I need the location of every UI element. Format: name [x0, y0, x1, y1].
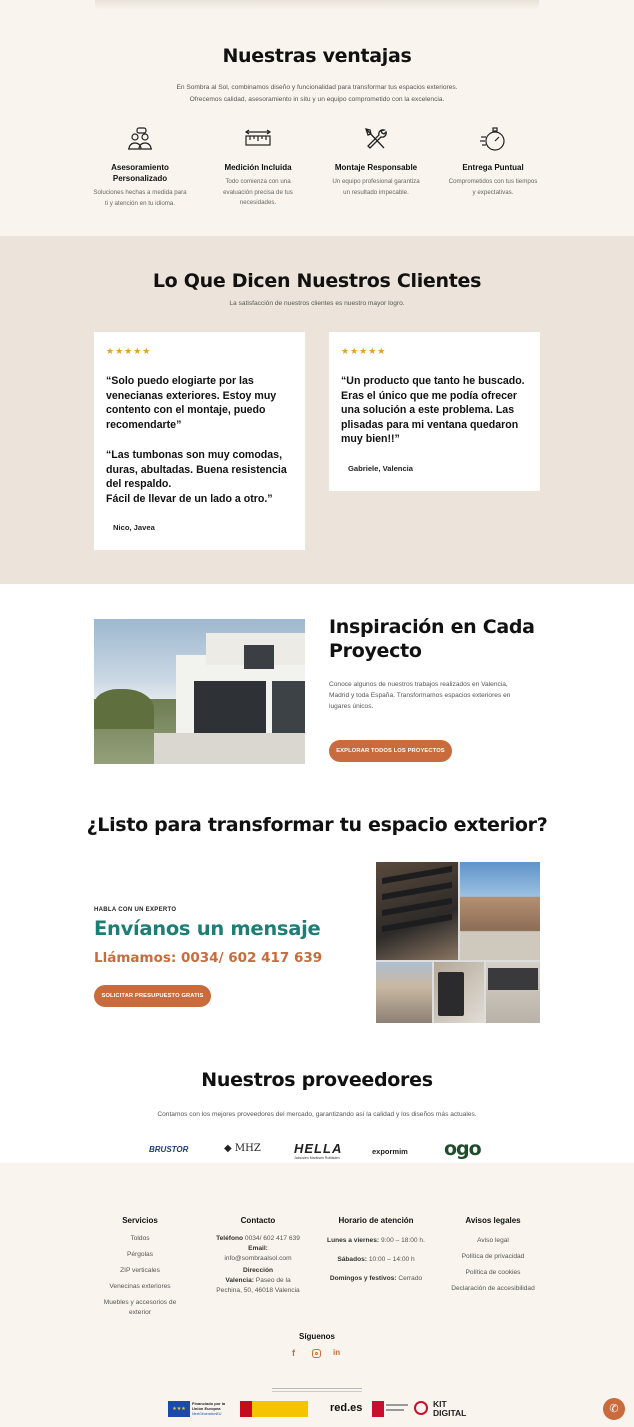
rating-stars: ★★★★★: [341, 346, 387, 356]
stopwatch-icon: [479, 127, 507, 153]
cta-title: ¿Listo para transformar tu espacio exterior?: [86, 814, 548, 836]
request-quote-button[interactable]: SOLICITAR PRESUPUESTO GRATIS: [94, 985, 211, 1007]
brustor-logo: BRUSTOR: [149, 1145, 189, 1154]
gallery-photo: [460, 862, 540, 960]
expormim-logo: expormim: [372, 1147, 408, 1156]
providers-text: Contamos con los mejores proveedores del mercado, garantizando así la calidad y los diseños más actuales.: [157, 1111, 477, 1118]
redes-logo: red.es: [330, 1402, 363, 1414]
recovery-plan-logo: [372, 1401, 408, 1417]
facebook-icon[interactable]: f: [292, 1348, 295, 1358]
advantages-title: Nuestras ventajas: [222, 45, 412, 67]
funding-fine-print: [272, 1388, 362, 1392]
advantage-assembly: [321, 127, 431, 198]
inspiration-text: Conoce algunos de nuestros trabajos realizados en Valencia, Madrid y toda España. Transformamos espacios exteriores en lugares únicos.: [329, 681, 511, 710]
footer-legal-list: [433, 1236, 553, 1294]
advantage-desc: Un equipo profesional garantiza un resultado impecable.: [332, 178, 420, 196]
advantage-title: Entrega Puntual: [462, 163, 524, 172]
footer-link-venecianas[interactable]: Venecinas exteriores: [109, 1283, 171, 1290]
advantages-intro-1: En Sombra al Sol, combinamos diseño y funcionalidad para transformar tus espacios exteriores.: [176, 84, 458, 91]
testimonial-quote: “Un producto que tanto he buscado. Eras el único que me podía ofrecer una solución a este problema. Las plisadas para mi ventana quedaron muy bien!!”: [341, 375, 525, 446]
testimonial-card-1: [94, 332, 305, 550]
footer-contact-info: Teléfono 0034/ 602 417 639 Email: info@sombraalsol.com Dirección Valencia: Paseo de la Pechina, 50, 46018 Valencia: [203, 1234, 313, 1296]
ogo-logo: ogo: [444, 1138, 481, 1160]
footer-link-accesibilidad[interactable]: Declaración de accesibilidad: [451, 1285, 535, 1292]
cta-phone[interactable]: Llámamos: 0034/ 602 417 639: [94, 950, 323, 966]
testimonial-quote: “Solo puedo elogiarte por las venecianas exteriores. Estoy muy contento con el montaje, puedo recomendarte”: [106, 375, 277, 431]
tools-icon: [362, 127, 390, 153]
testimonials-title: Lo Que Dicen Nuestros Clientes: [152, 270, 482, 292]
project-gallery: [376, 862, 540, 1023]
footer-link-privacidad[interactable]: Política de privacidad: [461, 1253, 525, 1260]
testimonials-subtitle: La satisfacción de nuestros clientes es nuestro mayor logro.: [229, 300, 405, 307]
cta-eyebrow: HABLA CON UN EXPERTO: [94, 907, 177, 913]
advantage-consulting: [85, 127, 195, 209]
instagram-icon[interactable]: [312, 1349, 321, 1358]
gallery-photo: [376, 862, 458, 960]
footer-legal-title: Avisos legales: [465, 1216, 521, 1225]
hella-logo: HELLA Jalousien Markisen Rollläden: [294, 1141, 343, 1160]
advantage-desc: Comprometidos con tus tiempos y expectativas.: [448, 178, 538, 196]
footer-link-zip[interactable]: ZIP verticales: [120, 1267, 160, 1274]
gallery-photo: [486, 962, 540, 1023]
advantage-title: Montaje Responsable: [334, 163, 418, 172]
header-shadow: [95, 0, 539, 10]
advantage-desc: Todo comienza con una evaluación precisa de tus necesidades.: [223, 178, 293, 206]
testimonial-quote: “Las tumbonas son muy comodas, duras, abultadas. Buena resistencia del respaldo. Fácil de llevar de un lado a otro.”: [106, 449, 287, 505]
gallery-photo: [376, 962, 432, 1023]
ruler-icon: [244, 127, 272, 153]
consulting-icon: [126, 127, 154, 153]
footer-phone[interactable]: 0034/ 602 417 639: [244, 1235, 300, 1242]
mhz-logo: ◆ MHZ: [224, 1143, 261, 1154]
phone-icon: ✆: [609, 1403, 619, 1415]
eu-funding-logo: ★★★ Financiado por la Unión Europea NextGenerationEU: [168, 1401, 232, 1417]
footer-link-aviso-legal[interactable]: Aviso legal: [477, 1237, 509, 1244]
advantage-delivery: [438, 127, 548, 198]
footer-link-toldos[interactable]: Toldos: [130, 1235, 150, 1242]
floating-call-button[interactable]: [603, 1398, 625, 1420]
advantage-measurement: [203, 127, 313, 209]
linkedin-icon[interactable]: in: [333, 1348, 341, 1357]
advantage-title: Medición Incluida: [224, 163, 292, 172]
testimonial-card-2: [329, 332, 540, 491]
spain-government-logo: [240, 1401, 308, 1417]
footer-services-title: Servicios: [122, 1216, 158, 1225]
follow-us-title: Síguenos: [298, 1332, 335, 1341]
footer-email[interactable]: info@sombraalsol.com: [224, 1255, 292, 1262]
footer-hours-info: Lunes a viernes: 9:00 – 18:00 h. Sábados: 10:00 – 14:00 h Domingos y festivos: Cerrado: [327, 1237, 425, 1282]
gallery-photo: [434, 962, 484, 1023]
rating-stars: ★★★★★: [106, 346, 152, 356]
testimonial-author: Gabriele, Valencia: [348, 464, 414, 473]
advantages-intro-2: Ofrecemos calidad, asesoramiento in situ y un equipo comprometido con la excelencia.: [189, 96, 445, 103]
footer-link-pergolas[interactable]: Pérgolas: [126, 1251, 154, 1258]
inspiration-title: Inspiración en Cada Proyecto: [329, 616, 535, 662]
cta-heading: Envíanos un mensaje: [94, 917, 321, 940]
footer-link-cookies[interactable]: Política de cookies: [465, 1269, 521, 1276]
kit-digital-logo: KIT DIGITAL: [414, 1399, 468, 1419]
footer-services-list: [85, 1234, 195, 1318]
footer-contact-title: Contacto: [240, 1216, 276, 1225]
advantage-title: Asesoramiento Personalizado: [111, 163, 169, 183]
providers-title: Nuestros proveedores: [201, 1069, 433, 1091]
footer-hours-title: Horario de atención: [338, 1216, 414, 1225]
explore-projects-button[interactable]: EXPLORAR TODOS LOS PROYECTOS: [329, 740, 452, 762]
advantage-desc: Soluciones hechas a medida para ti y atención en tu idioma.: [93, 189, 187, 207]
footer-link-muebles[interactable]: Muebles y accesorios de exterior: [103, 1299, 177, 1316]
testimonial-author: Nico, Javea: [113, 523, 155, 532]
project-photo: [94, 619, 305, 764]
